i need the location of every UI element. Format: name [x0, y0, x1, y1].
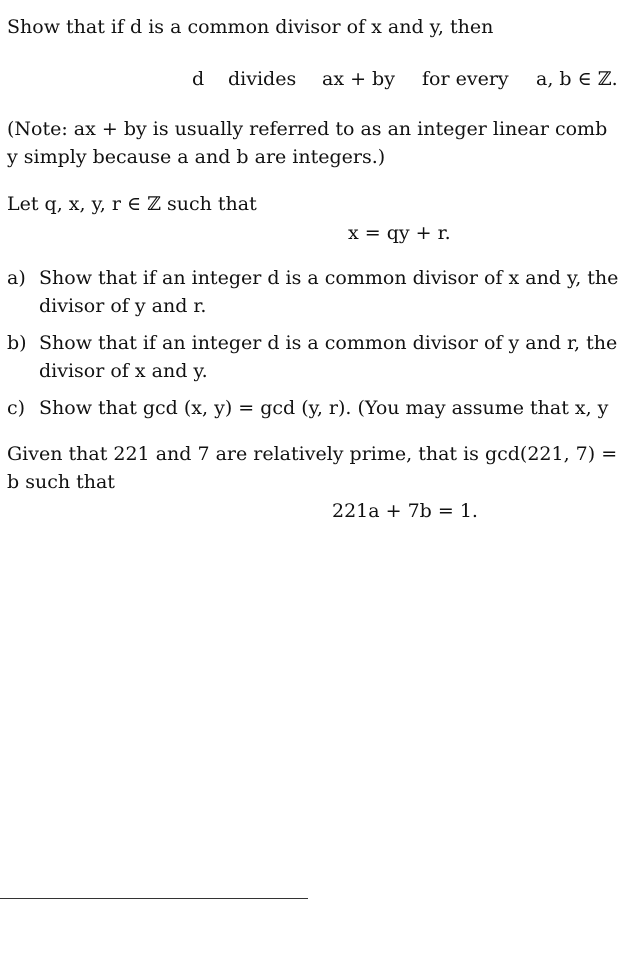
- part-c-label: c): [7, 397, 26, 419]
- problem1-intro: Show that if d is a common divisor of x and y, then: [7, 16, 494, 38]
- problem3-equation: 221a + 7b = 1.: [332, 500, 478, 522]
- part-c-line-1: Show that gcd (x, y) = gcd (y, r). (You may assume that x, y: [39, 397, 609, 419]
- display-for-every: for every: [422, 68, 509, 90]
- display-divides: divides: [228, 68, 297, 90]
- problem3-line-2: b such that: [7, 471, 115, 493]
- display-expression: ax + by: [322, 68, 395, 90]
- part-b-line-1: Show that if an integer d is a common divisor of y and r, the: [39, 332, 618, 354]
- part-a-line-2: divisor of y and r.: [39, 295, 207, 317]
- part-b-line-2: divisor of x and y.: [39, 360, 208, 382]
- problem2-intro: Let q, x, y, r ∈ ℤ such that: [7, 193, 257, 215]
- part-a-label: a): [7, 267, 26, 289]
- part-b-label: b): [7, 332, 27, 354]
- note-line-2: y simply because a and b are integers.): [7, 146, 386, 168]
- display-d: d: [192, 68, 205, 90]
- footnote-rule: [0, 898, 308, 899]
- problem3-line-1: Given that 221 and 7 are relatively prime, that is gcd(221, 7) =: [7, 443, 618, 465]
- problem2-equation: x = qy + r.: [348, 222, 451, 244]
- note-line-1: (Note: ax + by is usually referred to as an integer linear comb: [7, 118, 608, 140]
- part-a-line-1: Show that if an integer d is a common divisor of x and y, the: [39, 267, 619, 289]
- display-set: a, b ∈ ℤ.: [536, 68, 618, 90]
